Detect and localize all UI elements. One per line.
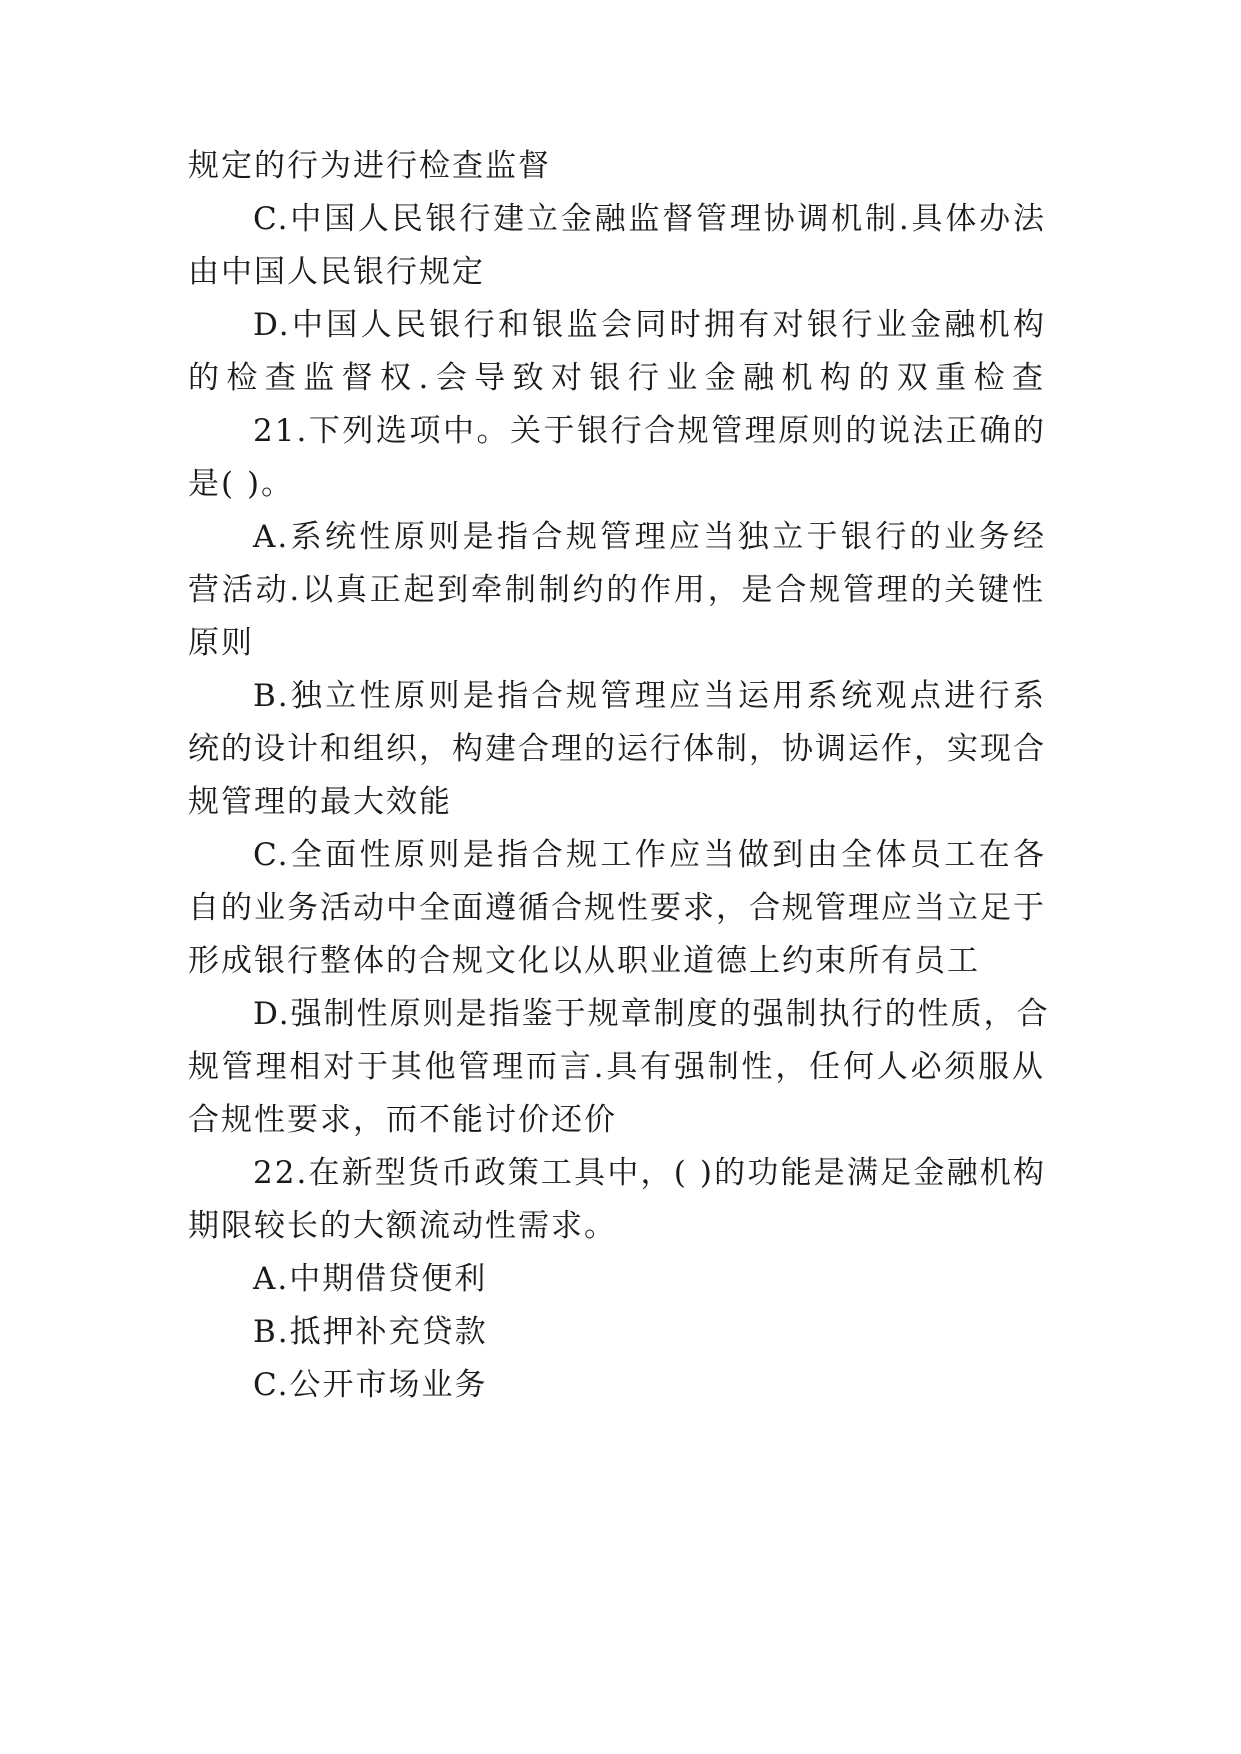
text-line: 统的设计和组织，构建合理的运行体制，协调运作，实现合 bbox=[188, 731, 1046, 767]
text-line: 规定的行为进行检查监督 bbox=[188, 148, 551, 184]
text-line: 期限较长的大额流动性需求。 bbox=[188, 1208, 617, 1244]
option-a-line: A.系统性原则是指合规管理应当独立于银行的业务经 bbox=[253, 519, 1046, 555]
option-c-line: C.公开市场业务 bbox=[253, 1367, 488, 1403]
text-line: 原则 bbox=[188, 625, 254, 661]
option-a-line: A.中期借贷便利 bbox=[253, 1261, 488, 1297]
text-line: 规管理相对于其他管理而言.具有强制性，任何人必须服从 bbox=[188, 1049, 1045, 1085]
option-c-line: C.中国人民银行建立金融监督管理协调机制.具体办法 bbox=[253, 201, 1046, 237]
text-line: 营活动.以真正起到牵制制约的作用，是合规管理的关键性 bbox=[188, 572, 1045, 608]
option-c-line: C.全面性原则是指合规工作应当做到由全体员工在各 bbox=[253, 837, 1046, 873]
text-line: 自的业务活动中全面遵循合规性要求，合规管理应当立足于 bbox=[188, 890, 1046, 926]
text-line: 由中国人民银行规定 bbox=[188, 254, 485, 290]
option-b-line: B.抵押补充贷款 bbox=[253, 1314, 488, 1350]
text-line: 的检查监督权.会导致对银行业金融机构的双重检查 bbox=[188, 360, 1045, 396]
option-b-line: B.独立性原则是指合规管理应当运用系统观点进行系 bbox=[253, 678, 1046, 714]
text-line: 合规性要求，而不能讨价还价 bbox=[188, 1102, 617, 1138]
text-line: 是( )。 bbox=[188, 466, 295, 502]
question-22-line: 22.在新型货币政策工具中，( )的功能是满足金融机构 bbox=[253, 1155, 1046, 1191]
option-d-line: D.强制性原则是指鉴于规章制度的强制执行的性质，合 bbox=[253, 996, 1050, 1032]
option-d-line: D.中国人民银行和银监会同时拥有对银行业金融机构 bbox=[253, 307, 1046, 343]
question-21-line: 21.下列选项中。关于银行合规管理原则的说法正确的 bbox=[253, 413, 1046, 449]
text-line: 形成银行整体的合规文化以从职业道德上约束所有员工 bbox=[188, 943, 980, 979]
text-line: 规管理的最大效能 bbox=[188, 784, 452, 820]
